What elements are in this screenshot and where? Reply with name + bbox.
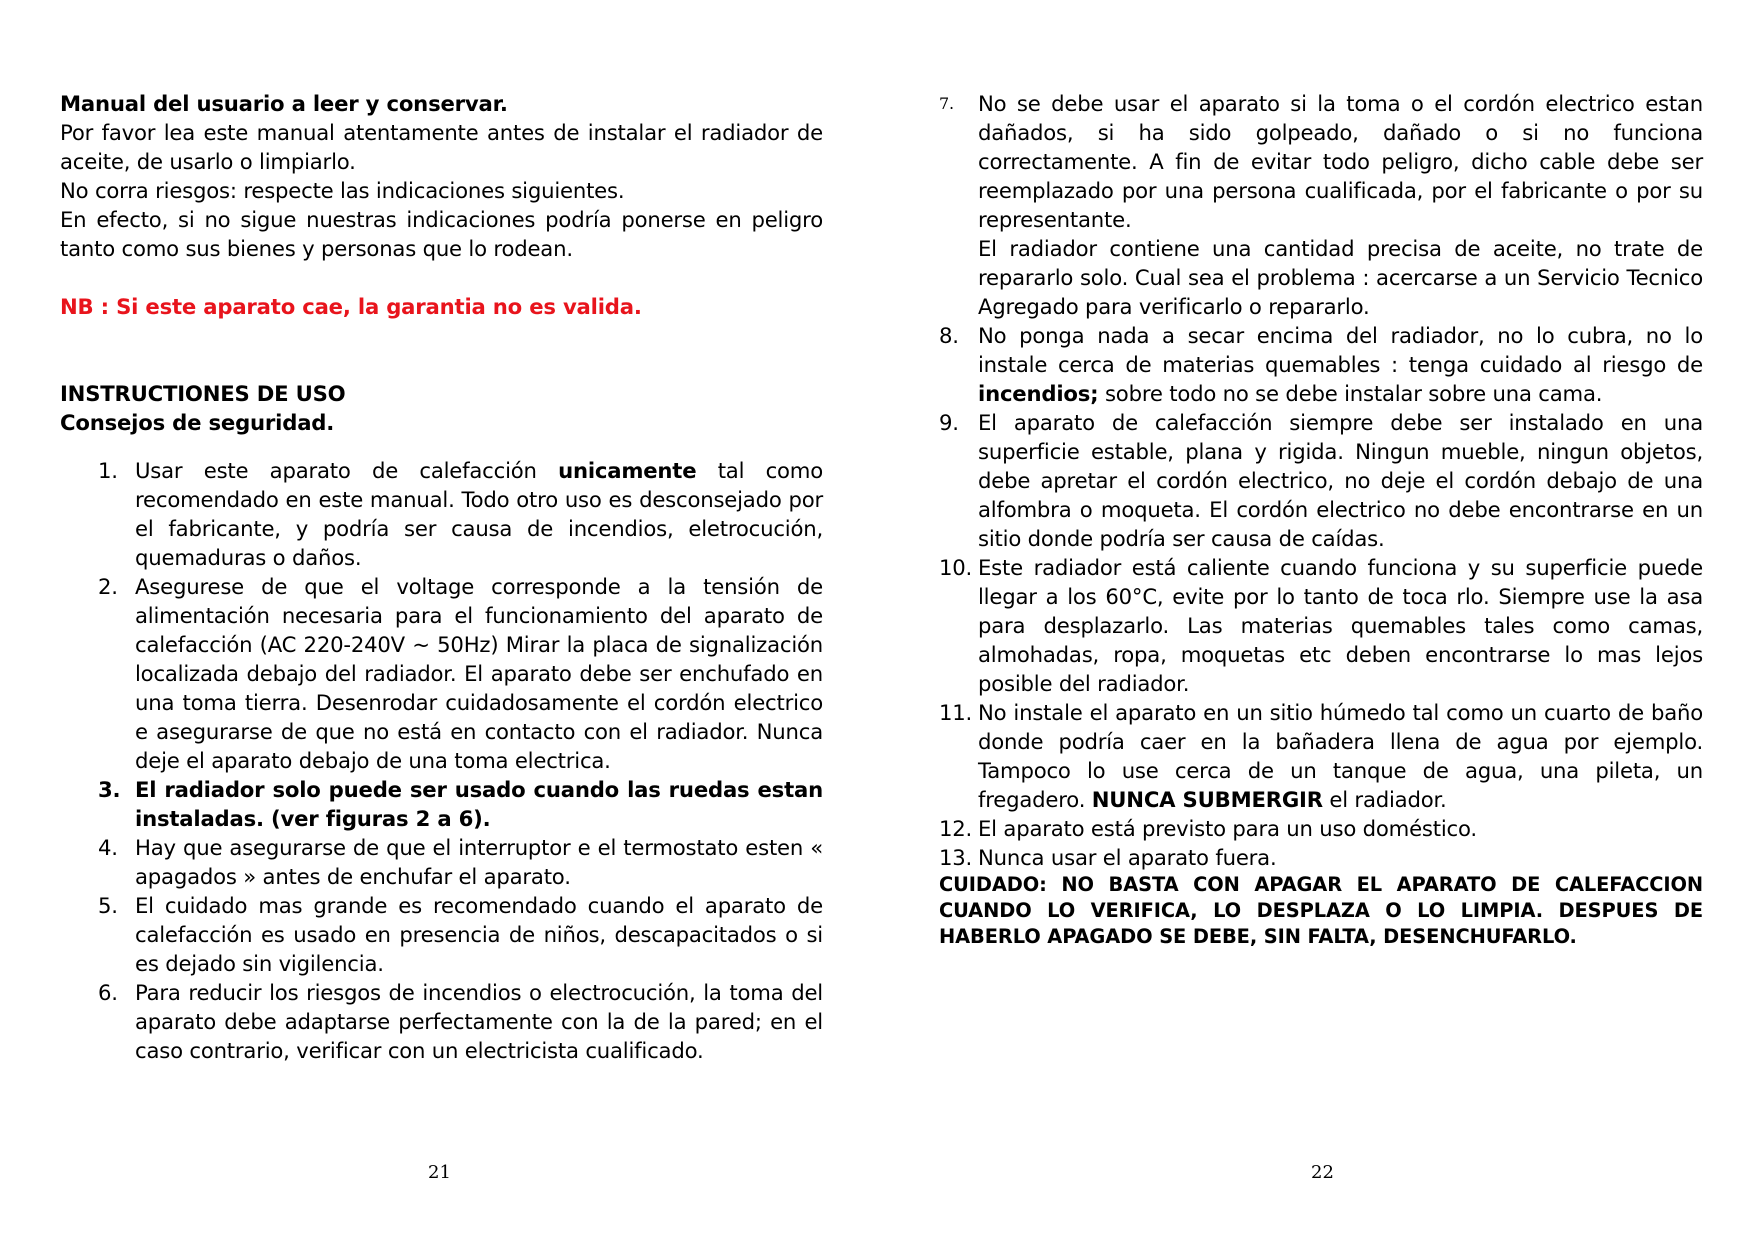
right-page bbox=[877, 0, 1755, 1240]
item-text: Nunca usar el aparato fuera. bbox=[978, 845, 1277, 870]
emphasis-nunca-submergir: NUNCA SUBMERGIR bbox=[1091, 787, 1323, 812]
item-text: El cuidado mas grande es recomendado cuando el aparato de calefacción es usado en presencia de niños, descapacitados o si es dejado sin vigilencia. bbox=[135, 893, 823, 976]
list-item-7 bbox=[939, 89, 1703, 321]
list-item-13 bbox=[939, 843, 1703, 872]
left-column bbox=[60, 89, 823, 1065]
section-title: INSTRUCTIONES DE USO bbox=[60, 381, 346, 406]
item-number: 11. bbox=[939, 700, 973, 725]
section-subtitle: Consejos de seguridad. bbox=[60, 410, 335, 435]
item-text: Para reducir los riesgos de incendios o electrocución, la toma del aparato debe adaptarse perfectamente con la de la pared; en el caso contrario, verificar con un electricista cualificado. bbox=[135, 980, 823, 1063]
item-text: No instale el aparato en un sitio húmedo tal como un cuarto de baño donde podría caer en la bañadera llena de agua por ejemplo. Tampoco lo use cerca de un tanque de agua, una pileta, un fregadero. NUNCA SUBMERGIR el radiador. bbox=[978, 700, 1703, 812]
manual-heading: Manual del usuario a leer y conservar. bbox=[60, 91, 508, 116]
list-item-6 bbox=[98, 978, 823, 1065]
item-text: Asegurese de que el voltage corresponde a la tensión de alimentación necesaria para el funcionamiento del aparato de calefacción (AC 220-240V ~ 50Hz) Mirar la placa de signalización localizada debajo del radiador. El aparato debe ser enchufado en una toma tierra. Desenrodar cuidadosamente el cordón electrico e asegurarse de que no está en contacto con el radiador. Nunca deje el aparato debajo de una toma electrica. bbox=[135, 574, 823, 773]
list-item-8 bbox=[939, 321, 1703, 408]
intro-paragraph-2: No corra riesgos: respecte las indicaciones siguientes. bbox=[60, 178, 625, 203]
item-text: Usar este aparato de calefacción unicamente tal como recomendado en este manual. Todo otro uso es desconsejado por el fabricante, y podría ser causa de incendios, eletrocución, quemaduras o daños. bbox=[135, 458, 824, 570]
item-text: El aparato de calefacción siempre debe ser instalado en una superficie estable, plana y rigida. Ningun mueble, ningun objetos, debe apretar el cordón electrico, no deje el cordón debajo de una alfombra o moqueta. El cordón electrico no debe encontrarse en un sitio donde podría ser causa de caídas. bbox=[978, 410, 1703, 551]
list-item-5 bbox=[98, 891, 823, 978]
item-text bbox=[978, 89, 1703, 321]
item-number: 12. bbox=[939, 816, 973, 841]
page-number-left: 21 bbox=[428, 1162, 451, 1183]
item-number: 13. bbox=[939, 845, 973, 870]
list-item-3 bbox=[98, 775, 823, 833]
page-number-right: 22 bbox=[1311, 1162, 1334, 1183]
intro-paragraph-1: Por favor lea este manual atentamente antes de instalar el radiador de aceite, de usarlo o limpiarlo. bbox=[60, 120, 823, 174]
item-number: 2. bbox=[98, 574, 118, 599]
list-item-11 bbox=[939, 698, 1703, 814]
list-item-2 bbox=[98, 572, 823, 775]
list-item-12 bbox=[939, 814, 1703, 843]
item-text: No ponga nada a secar encima del radiador, no lo cubra, no lo instale cerca de materias quemables : tenga cuidado al riesgo de incendios; sobre todo no se debe instalar sobre una cama. bbox=[978, 323, 1703, 406]
list-item-9 bbox=[939, 408, 1703, 553]
item-number: 8. bbox=[939, 323, 959, 348]
safety-list-left bbox=[60, 456, 823, 1065]
item-number: 7. bbox=[939, 94, 954, 113]
item-text: Hay que asegurarse de que el interruptor e el termostato esten « apagados » antes de enchufar el aparato. bbox=[135, 835, 823, 889]
list-item-10 bbox=[939, 553, 1703, 698]
left-page bbox=[0, 0, 877, 1240]
list-item-1 bbox=[98, 456, 823, 572]
item-number: 5. bbox=[98, 893, 118, 918]
item-text: El radiador solo puede ser usado cuando las ruedas estan instaladas. (ver figuras 2 a 6). bbox=[135, 777, 823, 831]
item-7-paragraph-2: El radiador contiene una cantidad precisa de aceite, no trate de repararlo solo. Cual sea el problema : acercarse a un Servicio Tecnico Agregado para verificarlo o repararlo. bbox=[978, 236, 1703, 319]
right-column bbox=[939, 89, 1703, 950]
item-7-paragraph-1: No se debe usar el aparato si la toma o el cordón electrico estan dañados, si ha sido golpeado, dañado o si no funciona correctamente. A fin de evitar todo peligro, dicho cable debe ser reemplazado por una persona cualificada, por el fabricante o por su representante. bbox=[978, 91, 1703, 232]
safety-list-right bbox=[939, 89, 1703, 872]
emphasis-incendios: incendios; bbox=[978, 381, 1099, 406]
item-number: 1. bbox=[98, 458, 118, 483]
item-number: 9. bbox=[939, 410, 959, 435]
unplug-warning: CUIDADO: NO BASTA CON APAGAR EL APARATO DE CALEFACCION CUANDO LO VERIFICA, LO DESPLAZA O LO LIMPIA. DESPUES DE HABERLO APAGADO SE DEBE, SIN FALTA, DESENCHUFARLO. bbox=[939, 873, 1703, 948]
item-number: 10. bbox=[939, 555, 973, 580]
item-text: El aparato está previsto para un uso doméstico. bbox=[978, 816, 1477, 841]
item-number: 3. bbox=[98, 777, 121, 802]
list-item-4 bbox=[98, 833, 823, 891]
item-number: 4. bbox=[98, 835, 118, 860]
item-text: Este radiador está caliente cuando funciona y su superficie puede llegar a los 60°C, evite por lo tanto de toca rlo. Siempre use la asa para desplazarlo. Las materias quemables tales como camas, almohadas, ropa, moquetas etc deben encontrarse lo mas lejos posible del radiador. bbox=[978, 555, 1703, 696]
intro-paragraph-3: En efecto, si no sigue nuestras indicaciones podría ponerse en peligro tanto como sus bienes y personas que lo rodean. bbox=[60, 207, 823, 261]
warranty-note: NB : Si este aparato cae, la garantia no es valida. bbox=[60, 294, 642, 319]
emphasis-unicamente: unicamente bbox=[558, 458, 697, 483]
item-number: 6. bbox=[98, 980, 118, 1005]
